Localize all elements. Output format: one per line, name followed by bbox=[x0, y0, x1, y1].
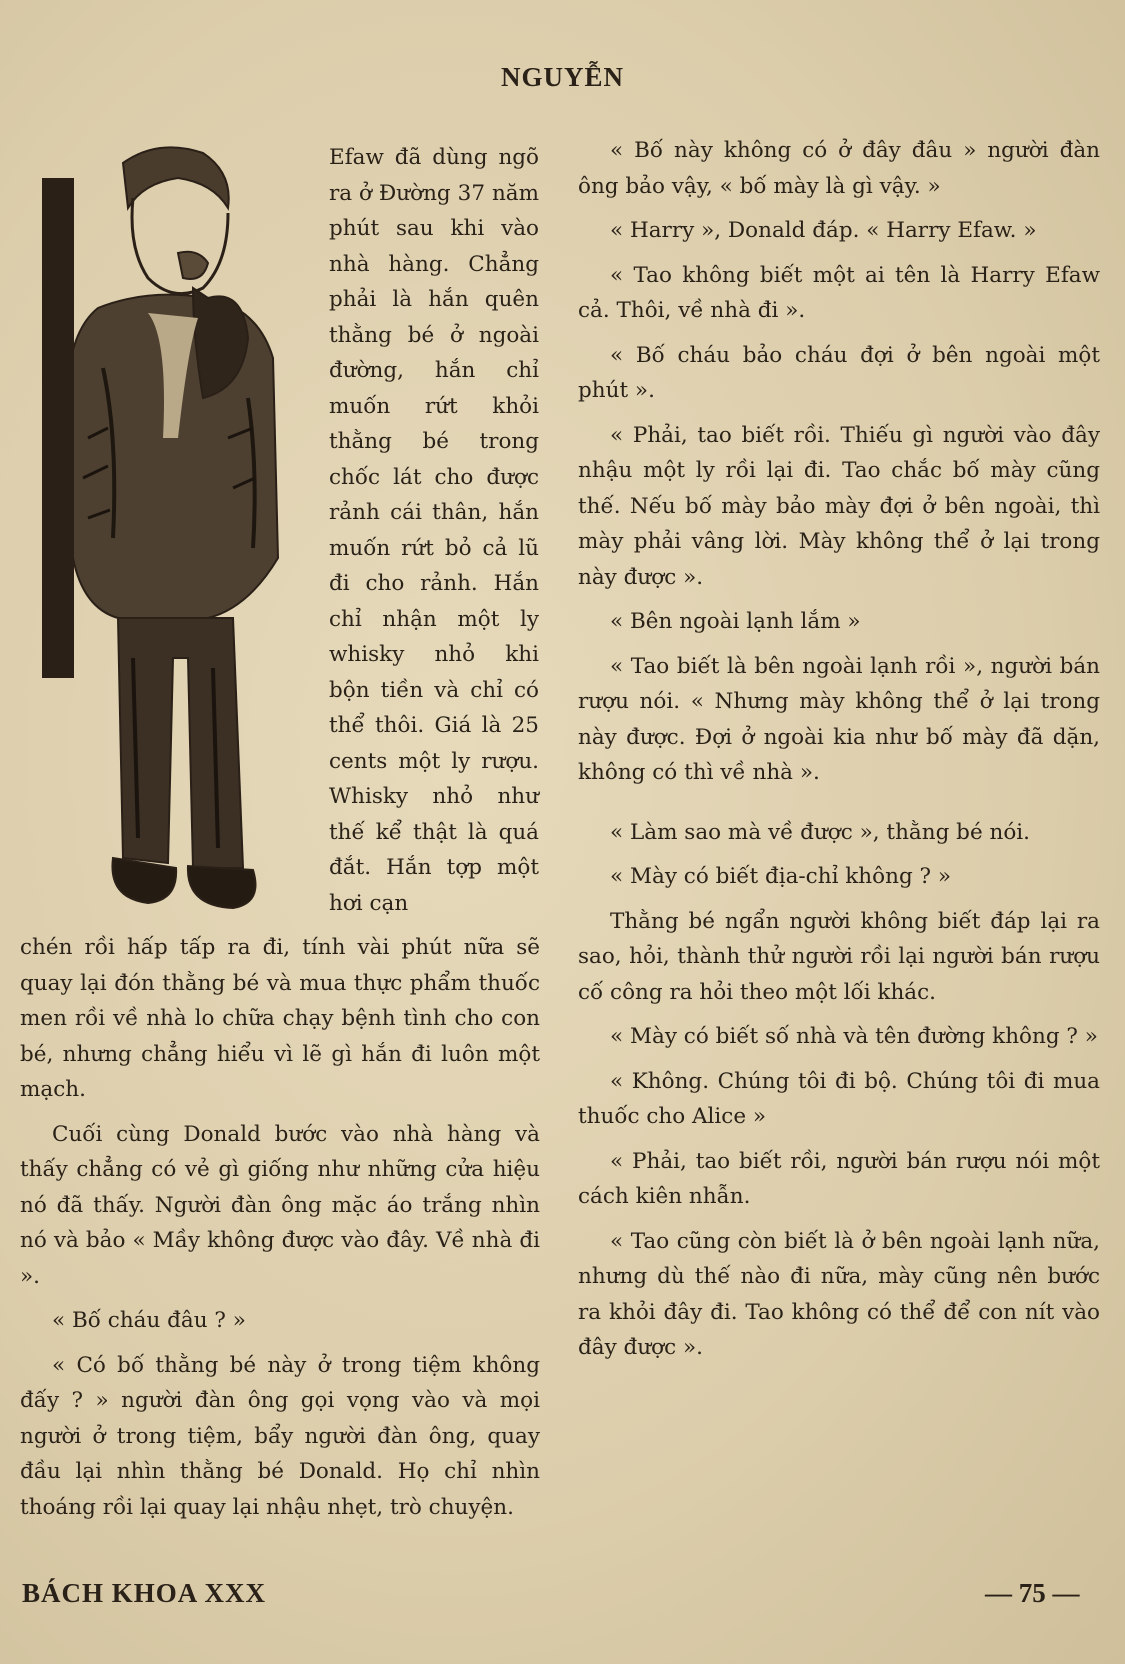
paragraph: chén rồi hấp tấp ra đi, tính vài phút nữa sẽ quay lại đón thằng bé và mua thực phẩm thuốc men rồi về nhà lo chữa chạy bệnh tình cho con bé, nhưng chẳng hiểu vì lẽ gì hắn đi luôn một mạch. bbox=[20, 935, 540, 1102]
right-column bbox=[578, 133, 1100, 1366]
paragraph: « Mày có biết địa-chỉ không ? » bbox=[610, 864, 952, 889]
paragraph: « Bố cháu bảo cháu đợi ở bên ngoài một phút ». bbox=[578, 342, 1100, 403]
paragraph: Thằng bé ngẩn người không biết đáp lại ra sao, hỏi, thành thử người rồi lại người bán rượu cố công ra hỏi theo một lối khác. bbox=[578, 908, 1100, 1005]
page-header: NGUYỄN bbox=[500, 62, 624, 92]
paragraph: « Tao không biết một ai tên là Harry Efaw cả. Thôi, về nhà đi ». bbox=[578, 262, 1100, 323]
paragraph: « Tao cũng còn biết là ở bên ngoài lạnh nữa, nhưng dù thế nào đi nữa, mày cũng nên bước ra khỏi đây đi. Tao không có thể để con nít vào đây được ». bbox=[578, 1228, 1100, 1360]
paragraph: « Có bố thằng bé này ở trong tiệm không đấy ? » người đàn ông gọi vọng vào và mọi người ở trong tiệm, bẩy người đàn ông, quay đầu lại nhìn thằng bé Donald. Họ chỉ nhìn thoáng rồi lại quay lại nhậu nhẹt, trò chuyện. bbox=[20, 1352, 540, 1520]
paragraph: « Phải, tao biết rồi, người bán rượu nói một cách kiên nhẫn. bbox=[578, 1148, 1100, 1209]
page-number: — 75 — bbox=[985, 1578, 1080, 1608]
paragraph: « Harry », Donald đáp. « Harry Efaw. » bbox=[610, 218, 1037, 243]
paragraph: « Bố này không có ở đây đâu » người đàn ông bảo vậy, « bố mày là gì vậy. » bbox=[578, 138, 1100, 199]
paragraph: « Tao biết là bên ngoài lạnh rồi », người bán rượu nói. « Nhưng mày không thể ở lại trong này được. Đợi ở ngoài kia như bố mày đã dặn, không có thì về nhà ». bbox=[578, 653, 1100, 785]
paragraph: « Mày có biết số nhà và tên đường không ? » bbox=[610, 1024, 1098, 1049]
paragraph: « Không. Chúng tôi đi bộ. Chúng tôi đi mua thuốc cho Alice » bbox=[578, 1068, 1100, 1129]
paragraph: Cuối cùng Donald bước vào nhà hàng và thấy chẳng có vẻ gì giống như những cửa hiệu nó đã thấy. Người đàn ông mặc áo trắng nhìn nó và bảo « Mầy không được vào đây. Về nhà đi ». bbox=[20, 1121, 540, 1289]
paragraph: « Bên ngoài lạnh lắm » bbox=[610, 609, 861, 634]
paragraph: « Làm sao mà về được », thằng bé nói. bbox=[610, 819, 1031, 845]
boy-figure-illustration bbox=[28, 138, 318, 926]
left-column-wide bbox=[20, 930, 540, 1525]
magazine-name: BÁCH KHOA XXX bbox=[22, 1578, 267, 1608]
paragraph: « Bố cháu đâu ? » bbox=[52, 1308, 246, 1333]
left-column-narrow bbox=[329, 140, 539, 921]
paragraph: Efaw đã dùng ngõ ra ở Đường 37 năm phút sau khi vào nhà hàng. Chẳng phải là hắn quên thằng bé ở ngoài đường, hắn chỉ muốn rứt khỏi thằng bé trong chốc lát cho được rảnh cái thân, hắn muốn rứt bỏ cả lũ đi cho rảnh. Hắn chỉ nhận một ly whisky nhỏ khi bộn tiền và chỉ có thể thôi. Giá là 25 cents một ly rượu. Whisky nhỏ như thế kể thật là quá đắt. Hắn tợp một hơi cạn bbox=[329, 145, 539, 916]
paragraph: « Phải, tao biết rồi. Thiếu gì người vào đây nhậu một ly rồi lại đi. Tao chắc bố mày cũng thế. Nếu bố mày bảo mày đợi ở bên ngoài, thì mày phải vâng lời. Mày không thể ở lại trong này được ». bbox=[578, 422, 1100, 590]
